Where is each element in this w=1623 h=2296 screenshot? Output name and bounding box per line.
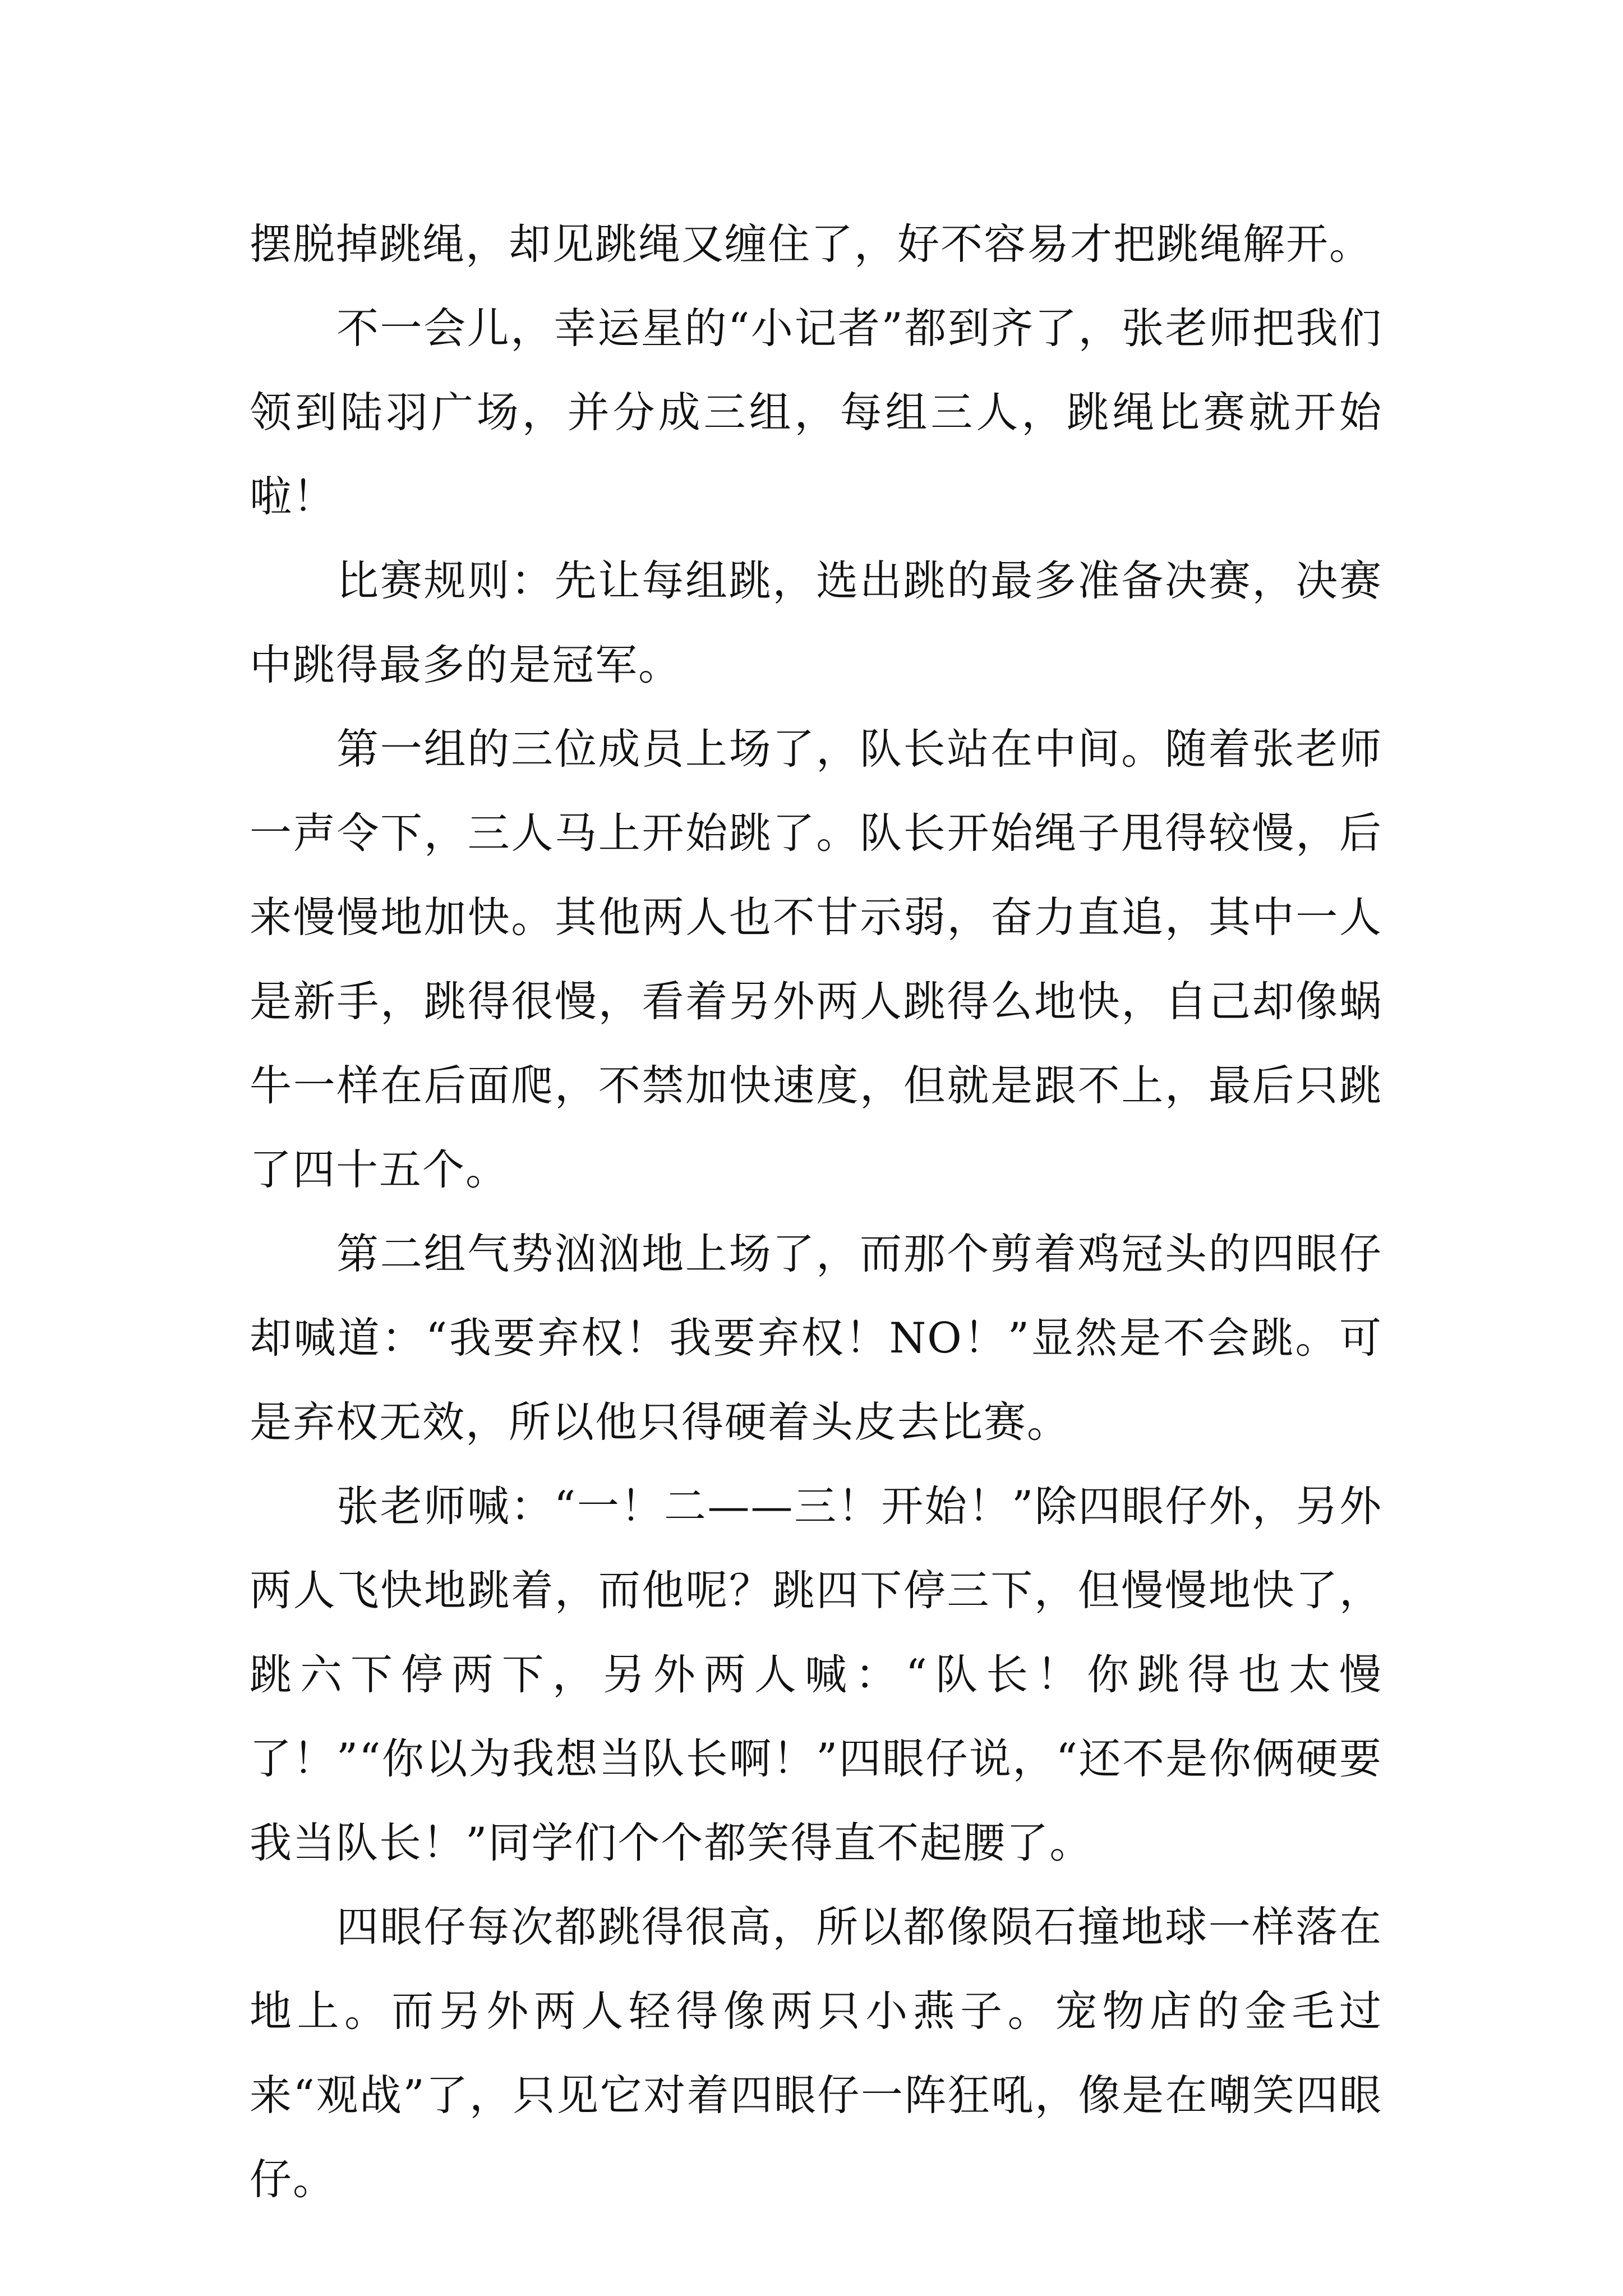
document-body [250,202,1382,2221]
paragraph-2: 不一会儿，幸运星的“小记者”都到齐了，张老师把我们领到陆羽广场，并分成三组，每组三人，跳绳比赛就开始啦！ [250,303,1382,521]
paragraph-4: 第一组的三位成员上场了，队长站在中间。随着张老师一声令下，三人马上开始跳了。队长开始绳子甩得较慢，后来慢慢地加快。其他两人也不甘示弱，奋力直追，其中一人是新手，跳得很慢，看着另外两人跳得么地快，自己却像蜗牛一样在后面爬，不禁加快速度，但就是跟不上，最后只跳了四十五个。 [250,724,1382,1194]
paragraph-1: 摆脱掉跳绳，却见跳绳又缠住了，好不容易才把跳绳解开。 [250,219,1373,269]
paragraph-7: 四眼仔每次都跳得很高，所以都像陨石撞地球一样落在地上。而另外两人轻得像两只小燕子。宠物店的金毛过来“观战”了，只见它对着四眼仔一阵狂吼，像是在嘲笑四眼仔。 [250,1902,1382,2204]
paragraph-6: 张老师喊：“一！二——三！开始！”除四眼仔外，另外两人飞快地跳着，而他呢？跳四下停三下，但慢慢地快了，跳六下停两下，另外两人喊：“队长！你跳得也太慢了！”“你以为我想当队长啊！”四眼仔说，“还不是你俩硬要我当队长！”同学们个个都笑得直不起腰了。 [250,1481,1382,1867]
paragraph-5: 第二组气势汹汹地上场了，而那个剪着鸡冠头的四眼仔却喊道：“我要弃权！我要弃权！NO！”显然是不会跳。可是弃权无效，所以他只得硬着头皮去比赛。 [250,1229,1382,1447]
paragraph-3: 比赛规则：先让每组跳，选出跳的最多准备决赛，决赛中跳得最多的是冠军。 [250,556,1382,689]
